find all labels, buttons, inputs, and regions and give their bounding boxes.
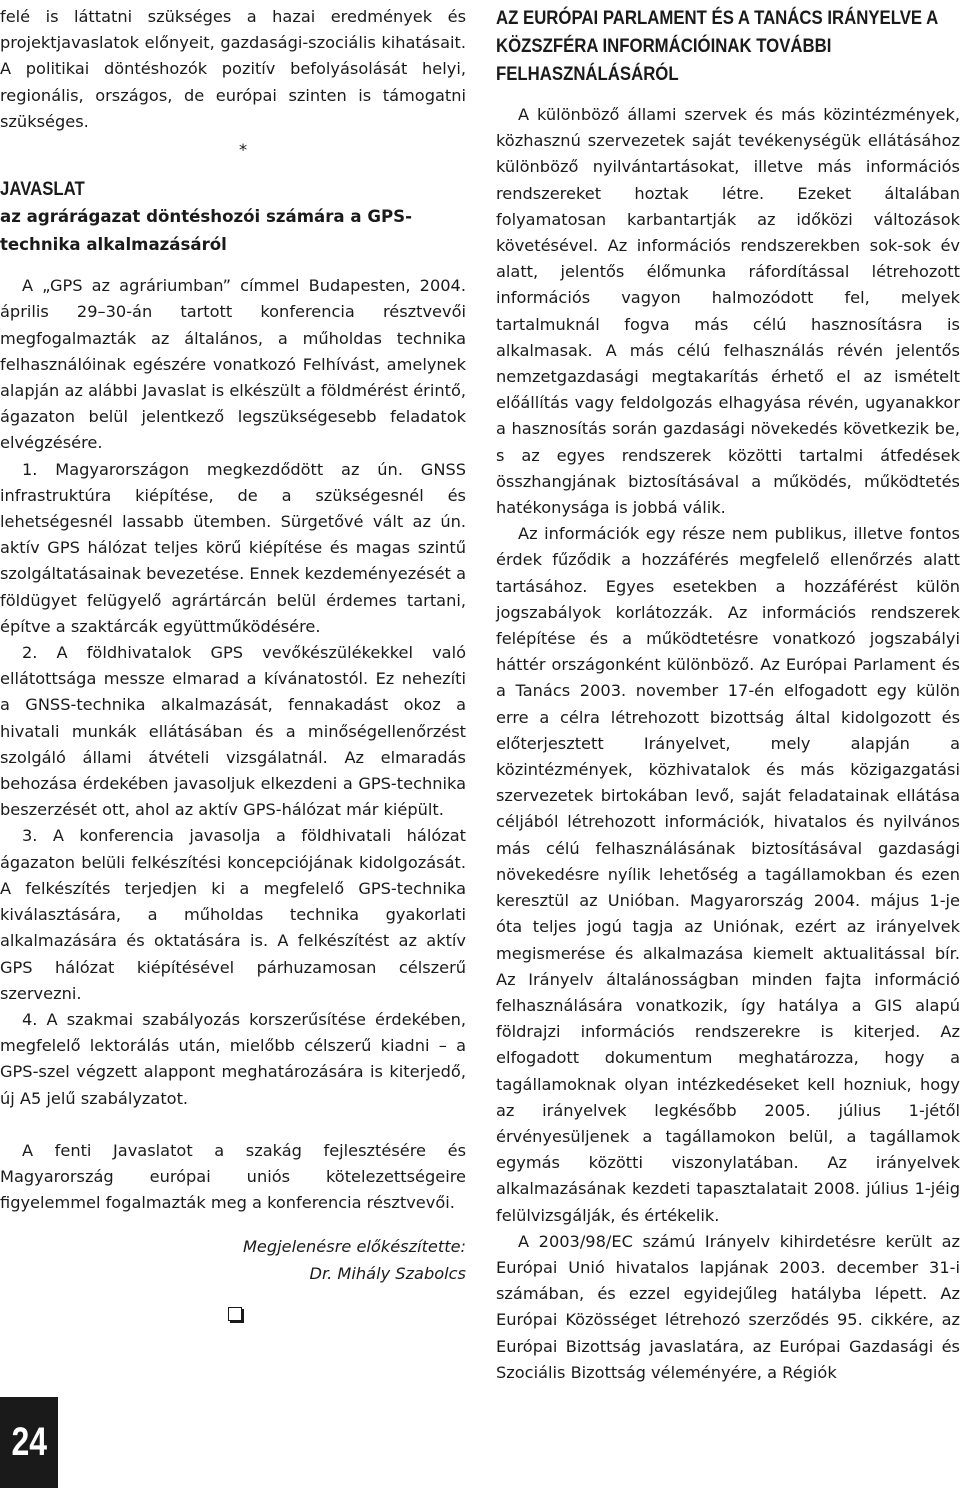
proposal-item-1: 1. Magyarországon megkezdődött az ún. GNSS infrastruktúra kiépítése, de a szükségesnél és lehetségesnél lassabb ütemben. Sürgetővé vált az ún. aktív GPS hálózat teljes körű kiépítése és magas szintű szolgáltatásainak bevezetése. Ennek kezdeményezését a földügyet felügyelő agrártárcán belül érdemes tartani, építve a szaktárcák együttműködésére.: [0, 459, 466, 636]
proposal-item-2: 2. A földhivatalok GPS vevőkészülékekkel való ellátottsága messze elmarad a kívánatostól. Ez nehezíti a GNSS-technika alkalmazását, fennakadást okoz a hivatali munkák ellátásában és a minőségellenőrzést szolgáló állami átvételi vizsgálatnál. Az elmaradás behozása érdekében javasoljuk elkezdeni a GPS-technika beszerzését ott, ahol az aktív GPS-hálózat már kiépült.: [0, 643, 466, 820]
proposal-item-3: 3. A konferencia javasolja a földhivatali hálózat ágazaton belüli felkészítési koncepciójának kidolgozását. A felkészítés terjedjen ki a megfelelő GPS-technika kiválasztására, a műholdas technika gyakorlati alkalmazására és oktatására is. A felkészítést az aktív GPS hálózat kiépítésével párhuzamosan célszerű szervezni.: [0, 826, 466, 1003]
directive-paragraph-2: Az információk egy része nem publikus, illetve fontos érdek fűződik a hozzáférés megfelelő ellenőrzés alatt tartásához. Egyes esetekben a hozzáférést külön jogszabályok korlátozzák. Az információs rendszerek felépítése és a működtetésre vonatkozó jogszabályi háttér országonként különböző. Az Európai Parlament és a Tanács 2003. november 17-én elfogadott egy külön erre a célra létrehozott bizottság által kidolgozott és előterjesztett Irányelvet, mely alapján a közintézmények, közhivatalok és más közigazgatási szervezetek birtokában levő, saját feladatainak ellátása céljából létrehozott információk, hivatalos és nyilvános más célú felhasználásának biztosításával gazdasági növekedésre nyílik lehetőség a tagállamokban és ezen keresztül az Unióban. Magyarország 2004. május 1-je óta teljes jogú tagja az Uniónak, ezért az irányelvek megismerése és alkalmazása kiemelt aktualitással bír. Az Irányelv általánosságban minden fajta információ felhasználására vonatkozik, így hatálya a GIS alapú földrajzi információs rendszerekre is kiterjed. Az elfogadott dokumentum meghatározza, hogy a tagállamoknak olyan intézkedéseket kell hozniuk, hogy az irányelvek legkésőbb 2005. július 1-jétől érvényesüljenek a tagállamokon belül, a tagállamok egymás közötti viszonylatában. Az irányelvek alkalmazásának kezdeti tapasztalatait 2008. július 1-jéig felülvizsgálják, és értékelik.: [496, 524, 960, 1225]
page-number: 24: [11, 1420, 47, 1464]
left-column: [0, 4, 466, 1329]
proposal-intro-paragraph: A „GPS az agráriumban” címmel Budapesten, 2004. április 29–30-án tartott konferencia résztvevői megfogalmazták az általános, a műholdas technika felhasználóinak egészére vonatkozó Felhívást, amelynek alapján az alábbi Javaslat is elkészült a földmérést érintő, ágazaton belül jelentkező legszükségesebb feladatok elvégzésére.: [0, 276, 466, 453]
proposal-subtitle: az agrárágazat döntéshozói számára a GPS-technika alkalmazásáról: [0, 207, 412, 255]
proposal-title: JAVASLAT: [0, 178, 85, 201]
intro-paragraph: felé is láttatni szükséges a hazai eredmények és projektjavaslatok előnyeit, gazdasági-szociális kihatásait. A politikai döntéshozók pozitív befolyásolását helyi, regionális, országos, de európai szinten is támogatni szükséges.: [0, 7, 466, 131]
author-signature: [0, 1234, 466, 1286]
directive-paragraph-1: A különböző állami szervek és más közintézmények, közhasznú szervezetek saját tevékenységük ellátásához különböző nyilvántartásokat, illetve más információs rendszereket hoztak létre. Ezeket általában folyamatosan karbantartják az időközi változások követésével. Az információs rendszerekben sok-sok év alatt, jelentős élőmunka ráfordítással létrehozott információs vagyon halmozódott fel, melyek tartalmuknál fogva más célú hasznosításra is alkalmasak. A más célú felhasználás révén jelentős nemzetgazdasági megtakarítás érhető el az ismételt előállítás vagy feldolgozás elhagyása révén, ugyanakkor a hasznosítás során gazdasági növekedés következik be, s az egyes rendszerek közötti tartalmi átfedések összhangjának biztosításával a működés, működtetés hatékonysága is jobbá válik.: [496, 105, 960, 518]
closing-paragraph: A fenti Javaslatot a szakág fejlesztésére és Magyarország európai uniós kötelezettségeire figyelemmel fogalmazták meg a konferencia résztvevői.: [0, 1140, 466, 1213]
end-of-article-box-icon: [228, 1307, 242, 1321]
proposal-item-4: 4. A szakmai szabályozás korszerűsítése érdekében, megfelelő lektorálás után, mielőbb célszerű kiadni – a GPS-szel végzett alappont meghatározására is kiterjedő, új A5 jelű szabályzatot.: [0, 1009, 466, 1108]
section-separator: *: [238, 140, 248, 160]
directive-title: AZ EURÓPAI PARLAMENT ÉS A TANÁCS IRÁNYELVE A KÖZSZFÉRA INFORMÁCIÓINAK TOVÁBBI FELHASZNÁLÁSÁRÓL: [496, 7, 938, 85]
page-number-badge: [0, 1397, 58, 1488]
directive-paragraph-3: A 2003/98/EC számú Irányelv kihirdetésre került az Európai Unió hivatalos lapjának 2003. december 31-i számában, és ezzel egyidejűleg hatályba lépett. Az Európai Közösséget létrehozó szerződés 95. cikkére, az Európai Bizottság javaslatára, az Európai Gazdasági és Szociális Bizottság véleményére, a Régiók: [496, 1231, 960, 1382]
prepared-by-label: Megjelenésre előkészítette:: [242, 1237, 466, 1257]
right-column: [496, 4, 960, 1386]
author-name: Dr. Mihály Szabolcs: [309, 1263, 466, 1283]
